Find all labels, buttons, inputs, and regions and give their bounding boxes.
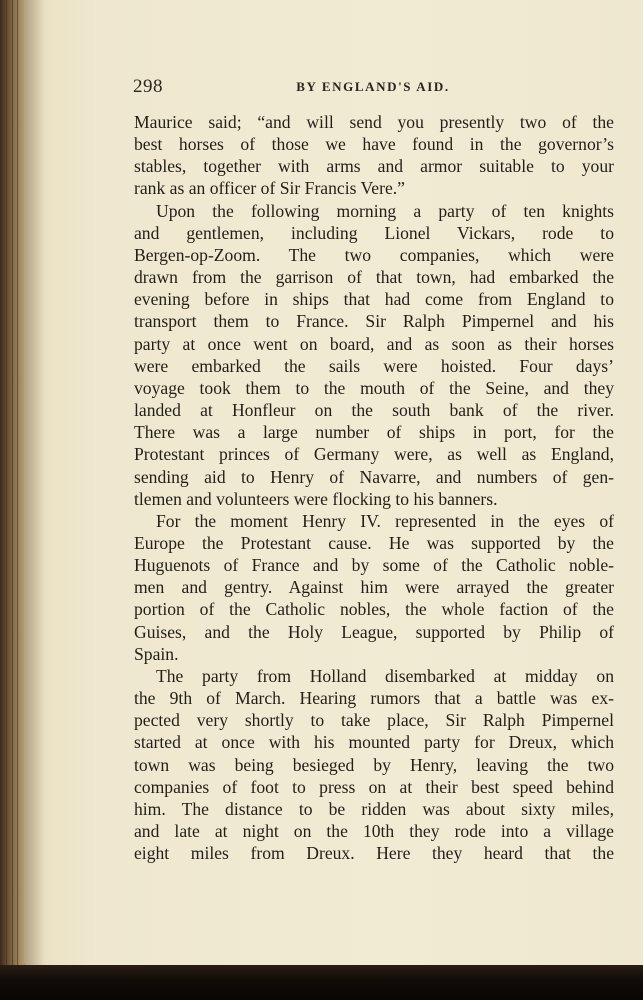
text-line: portion of the Catholic nobles, the whole faction of the: [134, 599, 614, 620]
text-line: sending aid to Henry of Navarre, and numbers of gen-: [134, 466, 614, 487]
text-line: men and gentry. Against him were arrayed the greater: [134, 577, 614, 598]
text-line: The party from Holland disembarked at midday on: [156, 665, 614, 686]
page-header: [133, 76, 613, 100]
text-line: were embarked the sails were hoisted. Four days’: [134, 355, 614, 376]
running-head: BY ENGLAND'S AID.: [296, 79, 450, 94]
text-line: evening before in ships that had come from England to: [134, 289, 614, 310]
binding-edge-line: [17, 0, 18, 1000]
body-text: [134, 111, 614, 864]
text-line: There was a large number of ships in port, for the: [134, 422, 614, 443]
text-line: stables, together with arms and armor suitable to your: [134, 156, 614, 177]
page-bottom-edge: [0, 965, 643, 1000]
text-line: best horses of those we have found in the governor’s: [134, 134, 614, 155]
text-line: Huguenots of France and by some of the Catholic noble-: [134, 555, 614, 576]
text-line: For the moment Henry IV. represented in the eyes of: [156, 510, 614, 531]
text-line: Bergen-op-Zoom. The two companies, which were: [134, 244, 614, 265]
text-line: and gentlemen, including Lionel Vickars, rode to: [134, 222, 614, 243]
text-line: pected very shortly to take place, Sir Ralph Pimpernel: [134, 710, 614, 731]
gutter-shadow: [24, 0, 44, 968]
text-line: the 9th of March. Hearing rumors that a battle was ex-: [134, 688, 614, 709]
text-line: companies of foot to press on at their best speed behind: [134, 776, 614, 797]
text-line: eight miles from Dreux. Here they heard that the: [134, 843, 614, 864]
text-line: and late at night on the 10th they rode into a village: [134, 821, 614, 841]
text-line: him. The distance to be ridden was about sixty miles,: [134, 798, 614, 819]
text-line: Guises, and the Holy League, supported by Philip of: [134, 621, 614, 642]
text-line: Protestant princes of Germany were, as well as England,: [134, 444, 614, 465]
text-line: transport them to France. Sir Ralph Pimpernel and his: [134, 311, 614, 332]
text-line: voyage took them to the mouth of the Seine, and they: [134, 377, 614, 398]
text-line: party at once went on board, and as soon as their horses: [134, 333, 614, 354]
text-line: rank as an officer of Sir Francis Vere.”: [134, 178, 405, 199]
text-line: Spain.: [134, 643, 179, 664]
text-line: town was being besieged by Henry, leaving the two: [134, 754, 614, 775]
book-binding: [0, 0, 26, 1000]
text-line: Europe the Protestant cause. He was supported by the: [134, 532, 614, 553]
text-line: drawn from the garrison of that town, had embarked the: [134, 267, 614, 288]
page-number: 298: [133, 76, 163, 97]
text-line: Upon the following morning a party of ten knights: [156, 200, 614, 221]
text-line: Maurice said; “and will send you presently two of the: [134, 112, 614, 132]
text-line: started at once with his mounted party for Dreux, which: [134, 732, 614, 753]
text-line: landed at Honfleur on the south bank of the river.: [134, 400, 614, 421]
binding-edge-line: [12, 0, 13, 1000]
text-line: tlemen and volunteers were flocking to his banners.: [134, 488, 498, 509]
binding-edge-line: [6, 0, 7, 1000]
